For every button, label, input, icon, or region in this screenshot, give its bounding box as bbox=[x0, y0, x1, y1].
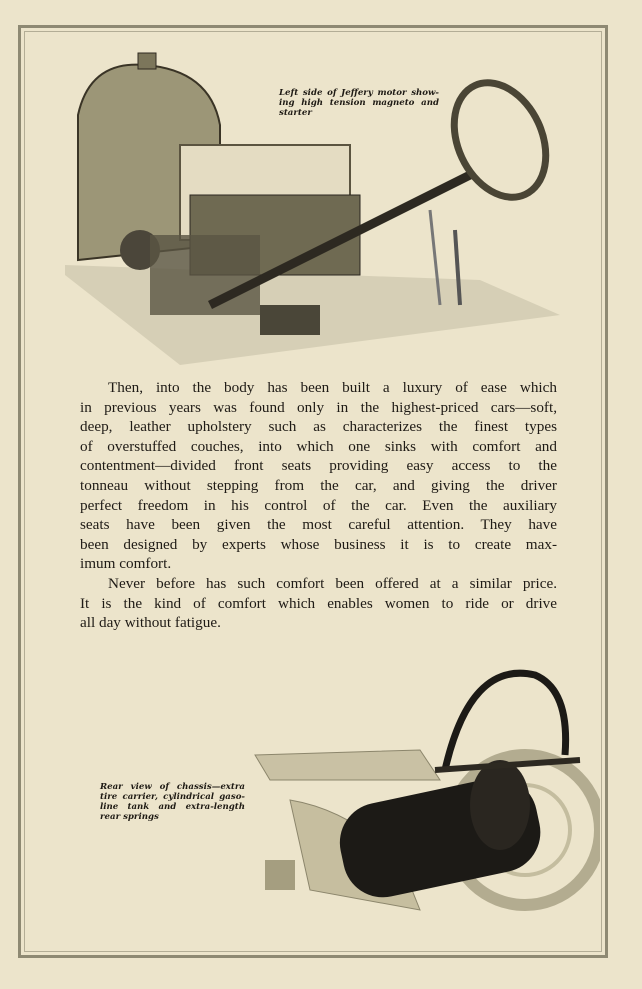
text-line: seats have been given the most careful attention. They have bbox=[80, 516, 557, 534]
caption-line: tire carrier, cylindrical gaso- bbox=[100, 792, 245, 802]
text-line: deep, leather upholstery such as characterizes the finest types bbox=[80, 418, 557, 436]
text-line: tonneau without stepping from the car, and giving the driver bbox=[80, 476, 557, 494]
text-line: perfect freedom in his control of the car. Even the auxiliary bbox=[80, 496, 557, 514]
caption-line: line tank and extra-length bbox=[100, 802, 245, 812]
caption-line: Left side of Jeffery motor show- bbox=[279, 88, 439, 98]
text-line: It is the kind of comfort which enables women to ride or drive bbox=[80, 594, 557, 612]
paragraph-2 bbox=[80, 574, 557, 633]
text-line: in previous years was found only in the highest-priced cars—soft, bbox=[80, 398, 557, 416]
text-line: contentment—divided front seats providing easy access to the bbox=[80, 457, 557, 475]
caption-line: Rear view of chassis—extra bbox=[100, 782, 245, 792]
text-line: Never before has such comfort been offered at a similar price. bbox=[108, 574, 557, 592]
text-line: of overstuffed couches, into which one sinks with comfort and bbox=[80, 437, 557, 455]
caption-line: rear springs bbox=[100, 812, 159, 822]
text-line: imum comfort. bbox=[80, 555, 172, 573]
paragraph-1 bbox=[80, 378, 557, 574]
text-line: all day without fatigue. bbox=[80, 614, 221, 632]
chassis-illustration bbox=[250, 660, 600, 940]
chassis-caption bbox=[100, 782, 245, 822]
text-line: been designed by experts whose business it is to create max- bbox=[80, 535, 557, 553]
caption-line: ing high tension magneto and bbox=[279, 98, 439, 108]
body-text bbox=[80, 378, 557, 633]
caption-line: starter bbox=[279, 108, 312, 118]
text-line: Then, into the body has been built a luxury of ease which bbox=[108, 379, 557, 396]
engine-caption bbox=[279, 88, 439, 118]
